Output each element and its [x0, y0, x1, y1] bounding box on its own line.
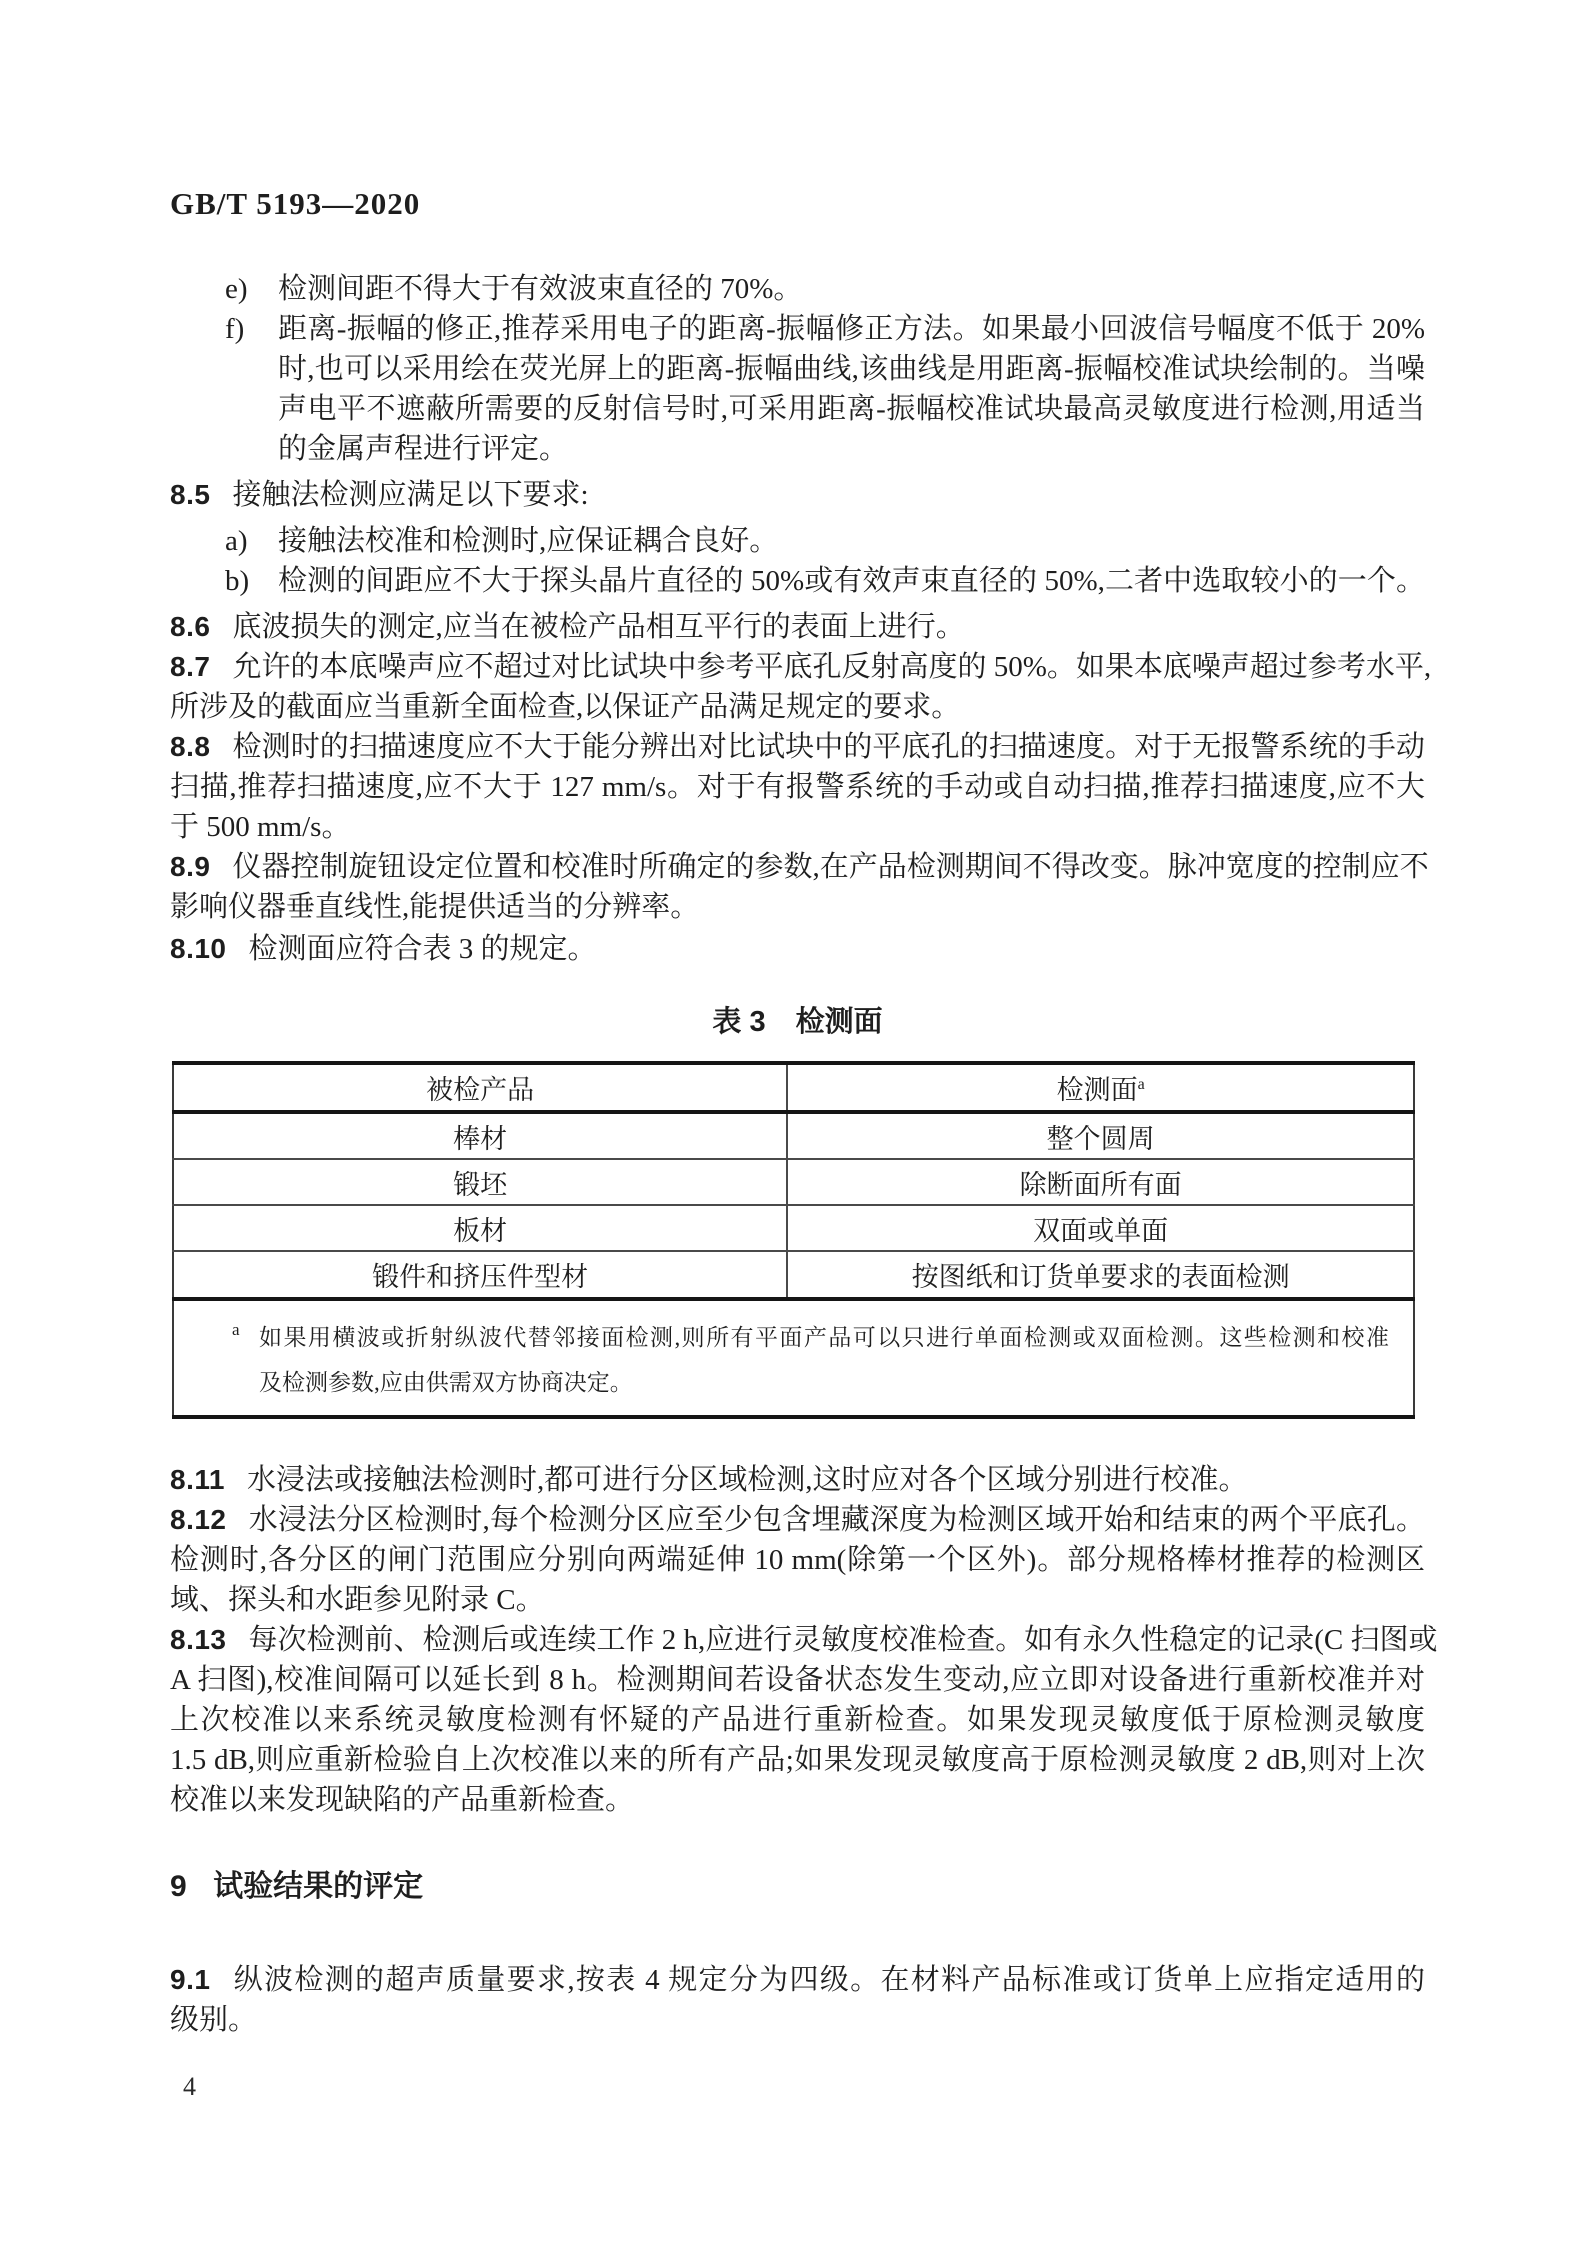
clause-8-12 [170, 1500, 1425, 1620]
table-cell: 整个圆周 [787, 1112, 1414, 1159]
clause-number: 8.11 [170, 1464, 225, 1495]
text-line [170, 1960, 1425, 2000]
clause-number: 8.8 [170, 731, 211, 762]
text-line: 接触法校准和检测时,应保证耦合良好。 [278, 525, 779, 557]
clause-number: 9.1 [170, 1964, 211, 1995]
clause-number: 8.10 [170, 933, 227, 964]
text-line: 影响仪器垂直线性,能提供适当的分辨率。 [170, 891, 700, 923]
clause-text: 接触法检测应满足以下要求: [232, 479, 589, 511]
text-line [170, 847, 1429, 887]
table-cell: 双面或单面 [787, 1205, 1414, 1251]
table-footnote-row [173, 1299, 1414, 1417]
footnote-line: 及检测参数,应由供需双方协商决定。 [259, 1370, 633, 1395]
table-header-row [173, 1063, 1414, 1112]
text-line: 声电平不遮蔽所需要的反射信号时,可采用距离-振幅校准试块最高灵敏度进行检测,用适当 [278, 393, 1425, 425]
item-label: b) [225, 565, 250, 597]
clause-8-10 [170, 929, 1425, 969]
text-line: 检测的间距应不大于探头晶片直径的 50%或有效声束直径的 50%,二者中选取较小的一个。 [278, 565, 1425, 597]
clause-text: 底波损失的测定,应当在被检产品相互平行的表面上进行。 [232, 611, 965, 643]
clause-number: 8.12 [170, 1504, 227, 1535]
table-row [173, 1159, 1414, 1205]
section-title: 试验结果的评定 [213, 1870, 424, 1903]
text-line: 检测时,各分区的闸门范围应分别向两端延伸 10 mm(除第一个区外)。部分规格棒材推荐的检测区 [170, 1544, 1425, 1576]
clause-9-1 [170, 1960, 1425, 2040]
table-footnote [174, 1301, 1413, 1415]
clause-text: 允许的本底噪声应不超过对比试块中参考平底孔反射高度的 50%。如果本底噪声超过参考水平, [232, 651, 1432, 683]
text-line: 级别。 [170, 2004, 258, 2036]
text-line: 校准以来发现缺陷的产品重新检查。 [170, 1784, 635, 1816]
clause-text: 每次检测前、检测后或连续工作 2 h,应进行灵敏度校准检查。如有永久性稳定的记录(C 扫图或 [248, 1624, 1438, 1656]
header-superscript: a [1137, 1076, 1145, 1093]
table-3-caption [170, 1002, 1425, 1042]
text-line: 检测间距不得大于有效波束直径的 70%。 [278, 273, 803, 305]
clause-text: 水浸法分区检测时,每个检测分区应至少包含埋藏深度为检测区域开始和结束的两个平底孔。 [248, 1504, 1425, 1536]
text-line: 上次校准以来系统灵敏度检测有怀疑的产品进行重新检查。如果发现灵敏度低于原检测灵敏度 [170, 1704, 1425, 1736]
text-line: 扫描,推荐扫描速度,应不大于 127 mm/s。对于有报警系统的手动或自动扫描,推荐扫描速度,应不大 [170, 771, 1425, 803]
text-line [170, 929, 1425, 969]
clause-8-5 [170, 475, 1425, 515]
table-header-cell: 被检产品 [173, 1063, 787, 1112]
footnote-line: 如果用横波或折射纵波代替邻接面检测,则所有平面产品可以只进行单面检测或双面检测。这些检测和校准 [259, 1325, 1389, 1350]
text-line: 域、探头和水距参见附录 C。 [170, 1584, 545, 1616]
header-text: 检测面 [1056, 1075, 1138, 1105]
text-line: 于 500 mm/s。 [170, 811, 351, 843]
text-line [170, 727, 1425, 767]
table-cell: 锻坯 [173, 1159, 787, 1205]
text-line [170, 1620, 1438, 1660]
text-line [170, 607, 1425, 647]
clause-text: 纵波检测的超声质量要求,按表 4 规定分为四级。在材料产品标准或订货单上应指定适用的 [232, 1964, 1425, 1996]
clause-8-6 [170, 607, 1425, 647]
clause-text: 仪器控制旋钮设定位置和校准时所确定的参数,在产品检测期间不得改变。脉冲宽度的控制应不 [232, 851, 1429, 883]
clause-8-13 [170, 1620, 1438, 1820]
text-line: 1.5 dB,则应重新检验自上次校准以来的所有产品;如果发现灵敏度高于原检测灵敏度 2 dB,则对上次 [170, 1744, 1425, 1776]
table-cell: 按图纸和订货单要求的表面检测 [787, 1251, 1414, 1299]
table-cell: 锻件和挤压件型材 [173, 1251, 787, 1299]
section-number: 9 [170, 1870, 188, 1903]
table-cell: 除断面所有面 [787, 1159, 1414, 1205]
list-item-a [170, 521, 1425, 561]
text-line: 的金属声程进行评定。 [278, 433, 569, 465]
text-line: 距离-振幅的修正,推荐采用电子的距离-振幅修正方法。如果最小回波信号幅度不低于 20% [278, 313, 1425, 345]
table-cell: 板材 [173, 1205, 787, 1251]
section-9-heading [170, 1866, 1425, 1908]
clause-8-7 [170, 647, 1432, 727]
table-caption-title: 检测面 [795, 1006, 883, 1038]
clause-8-9 [170, 847, 1429, 927]
text-line: 时,也可以采用绘在荧光屏上的距离-振幅曲线,该曲线是用距离-振幅校准试块绘制的。当噪 [278, 353, 1425, 385]
list-item-b [170, 561, 1425, 601]
clause-number: 8.9 [170, 851, 211, 882]
text-line: A 扫图),校准间隔可以延长到 8 h。检测期间若设备状态发生变动,应立即对设备进行重新校准并对 [170, 1664, 1425, 1696]
text-line [170, 475, 1425, 515]
clause-number: 8.13 [170, 1624, 227, 1655]
text-line [170, 1460, 1425, 1500]
table-cell: 棒材 [173, 1112, 787, 1159]
clause-text: 水浸法或接触法检测时,都可进行分区域检测,这时应对各个区域分别进行校准。 [246, 1464, 1248, 1496]
footnote-marker: a [232, 1320, 240, 1339]
table-row [173, 1112, 1414, 1159]
item-label: a) [225, 525, 248, 557]
table-caption-label: 表 3 [712, 1006, 766, 1038]
standard-code: GB/T 5193—2020 [170, 186, 421, 221]
clause-text: 检测时的扫描速度应不大于能分辨出对比试块中的平底孔的扫描速度。对于无报警系统的手动 [232, 731, 1425, 763]
text-line: 所涉及的截面应当重新全面检查,以保证产品满足规定的要求。 [170, 691, 961, 723]
item-label: f) [225, 313, 245, 345]
table-row [173, 1205, 1414, 1251]
list-item-f [170, 309, 1425, 469]
clause-8-8 [170, 727, 1425, 847]
list-item-e [170, 269, 1425, 309]
clause-number: 8.6 [170, 611, 211, 642]
text-line [170, 1500, 1425, 1540]
table-header-cell [787, 1063, 1414, 1112]
clause-text: 检测面应符合表 3 的规定。 [248, 933, 597, 965]
clause-8-11 [170, 1460, 1425, 1500]
page-number: 4 [183, 2072, 196, 2101]
clause-number: 8.5 [170, 479, 211, 510]
text-line [170, 647, 1432, 687]
item-label: e) [225, 273, 248, 305]
clause-number: 8.7 [170, 651, 211, 682]
table-row [173, 1251, 1414, 1299]
table-3 [172, 1061, 1415, 1419]
